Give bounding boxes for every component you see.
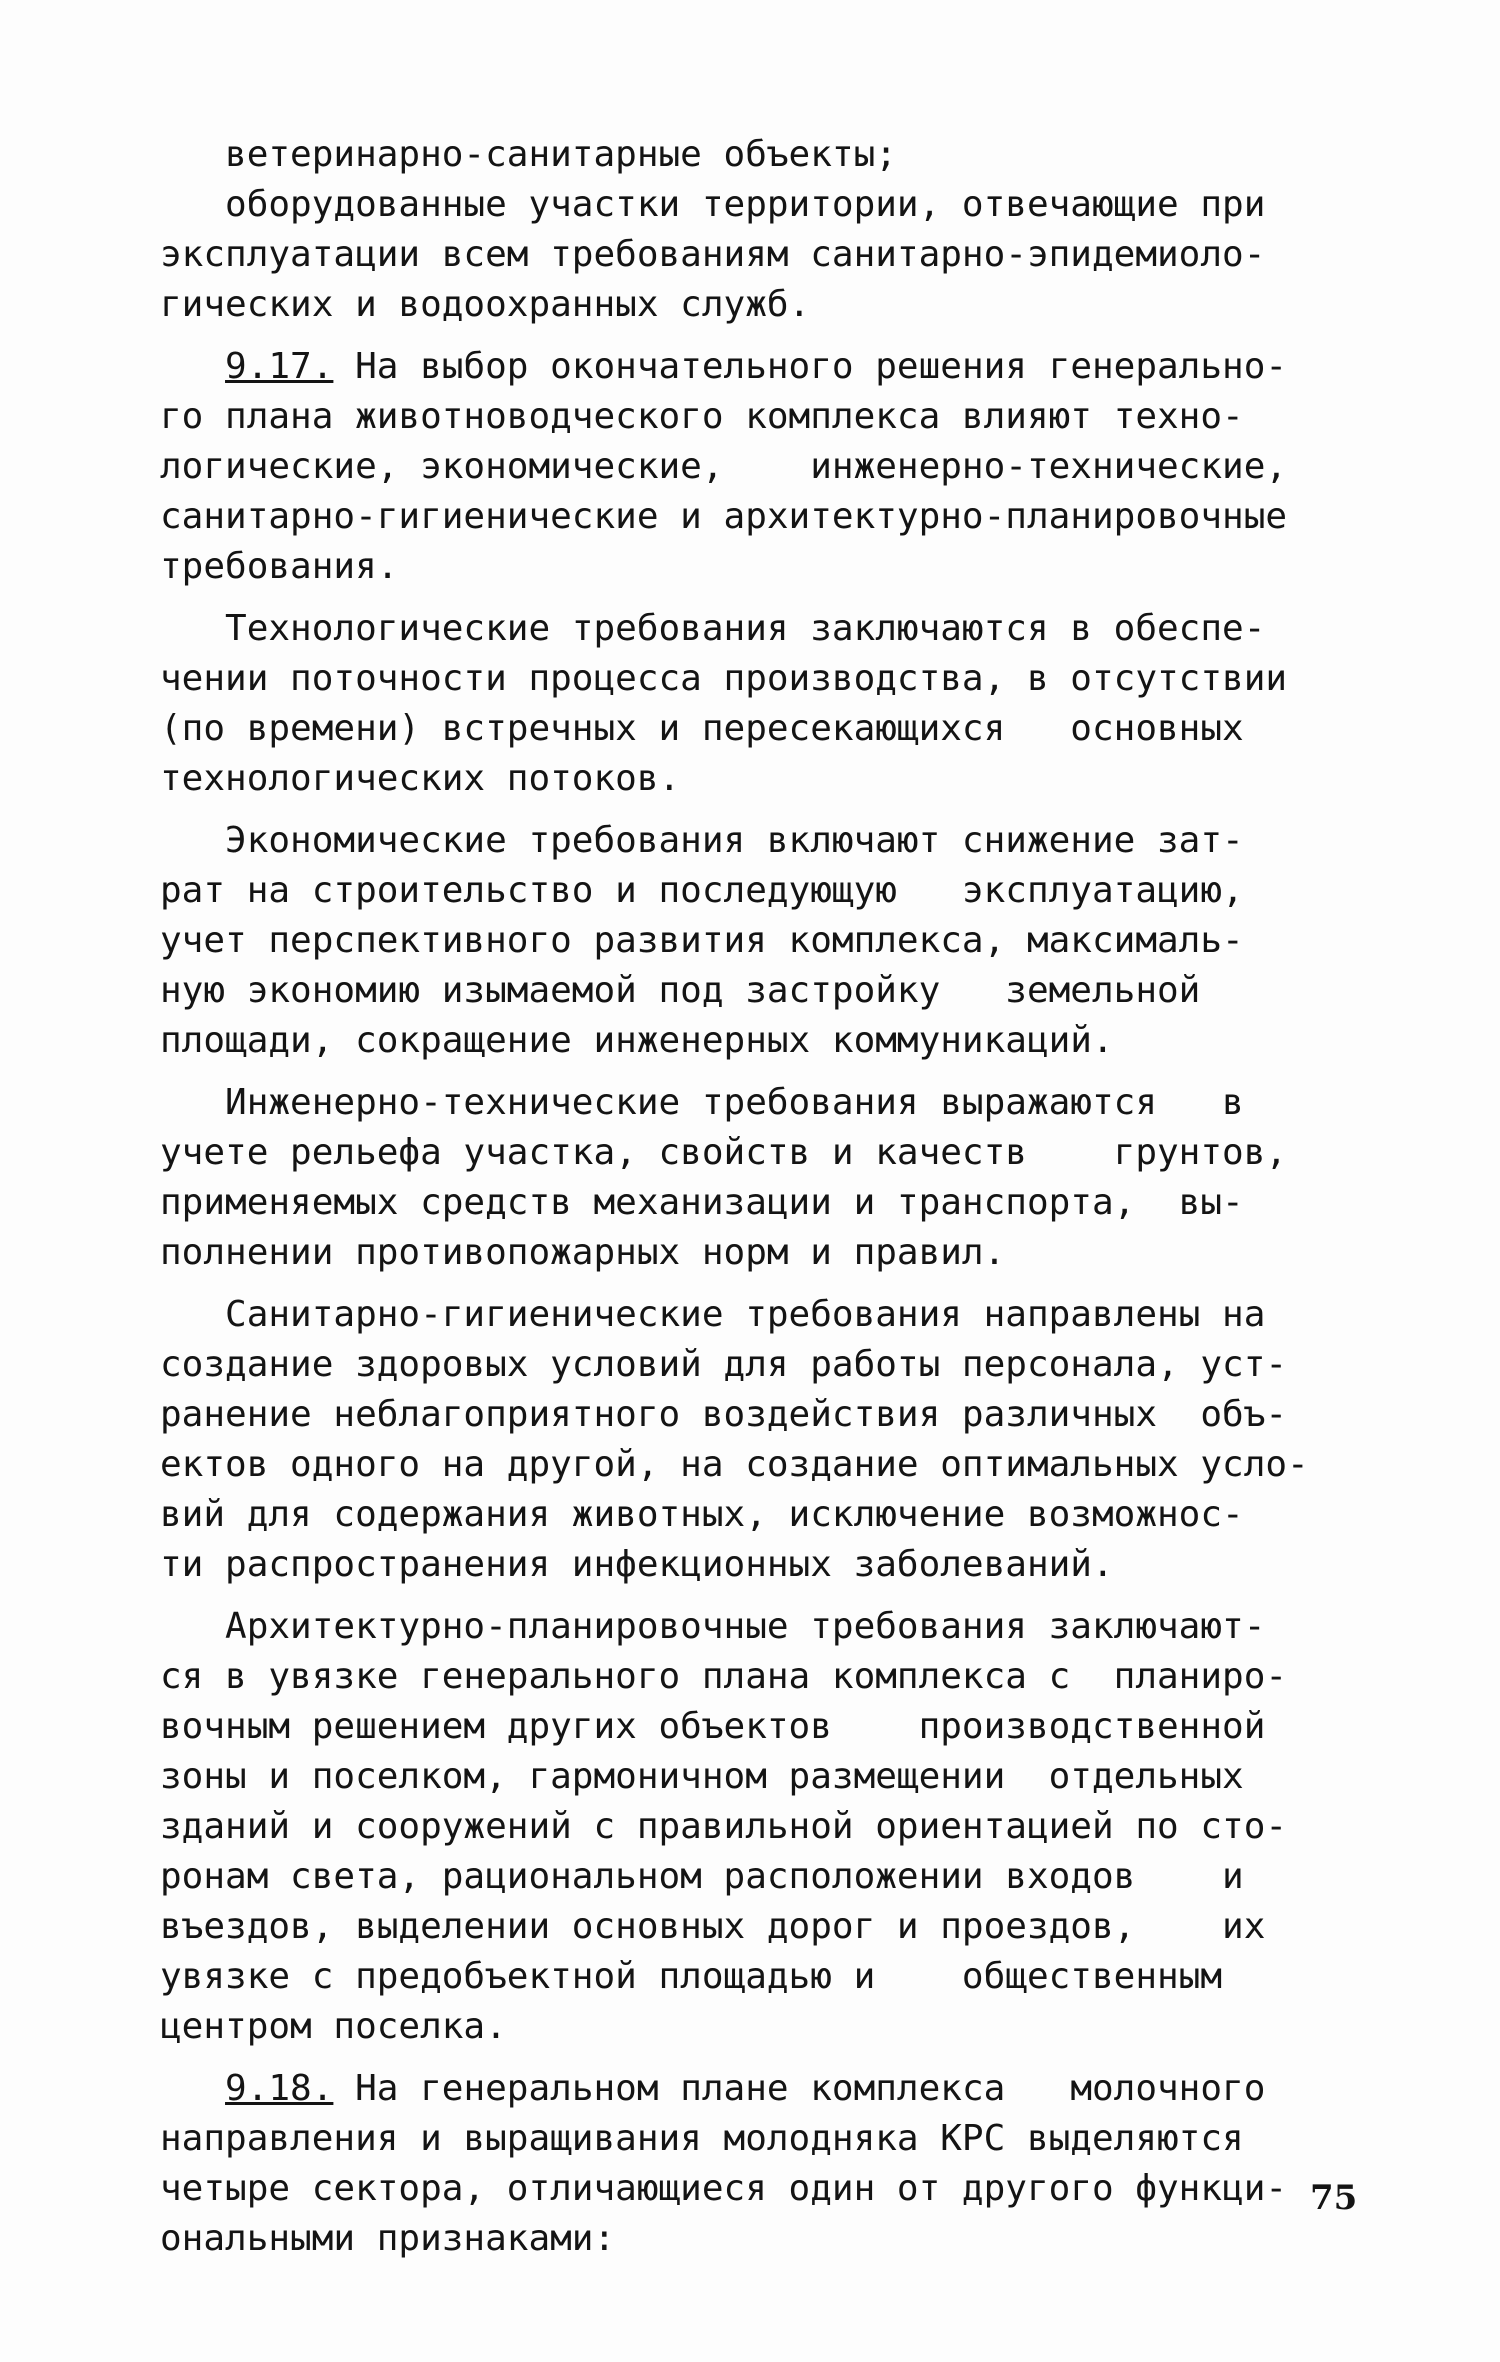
paragraph [160,1602,1360,2052]
text-line: ранение неблагоприятного воздействия различных объ- [160,1394,1288,1435]
paragraph-9-17 [160,342,1360,592]
text-line: Инженерно-технические требования выражаются в [160,1082,1244,1123]
text-fragment: На выбор окончательного решения генерально- [333,346,1288,387]
text-line: санитарно-гигиенические и архитектурно-планировочные [160,496,1288,537]
text-line: (по времени) встречных и пересекающихся основных [160,708,1244,749]
text-line: Технологические требования заключаются в обеспе- [160,608,1266,649]
text-line: ся в увязке генерального плана комплекса с планиро- [160,1656,1288,1697]
text-line: рат на строительство и последующую эксплуатацию, [160,870,1244,911]
text-line: четыре сектора, отличающиеся один от другого функци- [160,2168,1288,2209]
text-line: направления и выращивания молодняка КРС выделяются [160,2118,1244,2159]
text-line: ную экономию изымаемой под застройку земельной [160,970,1201,1011]
page-number: 75 [1310,2178,1358,2218]
text-line: вий для содержания животных, исключение возможнос- [160,1494,1244,1535]
paragraph [160,130,1360,330]
text-line: требования. [160,546,399,587]
text-line: вочным решением других объектов производственной [160,1706,1266,1747]
text-line: полнении противопожарных норм и правил. [160,1232,1006,1273]
text-line: применяемых средств механизации и транспорта, вы- [160,1182,1244,1223]
section-number: 9.18. [225,2068,334,2109]
text-line: ветеринарно-санитарные объекты; [160,134,897,175]
text-fragment: На генеральном плане комплекса молочного [333,2068,1266,2109]
body-text [160,130,1360,2264]
text-line: площади, сокращение инженерных коммуникаций. [160,1020,1114,1061]
text-line: ональными признаками: [160,2218,616,2259]
text-line: Архитектурно-планировочные требования заключают- [160,1606,1266,1647]
text-line: ронам света, рациональном расположении входов и [160,1856,1244,1897]
text-line: зданий и сооружений с правильной ориентацией по сто- [160,1806,1288,1847]
paragraph [160,816,1360,1066]
text-line: Санитарно-гигиенические требования направлены на [160,1294,1266,1335]
text-line: технологических потоков. [160,758,681,799]
text-line: увязке с предобъектной площадью и общественным [160,1956,1223,1997]
text-line: эксплуатации всем требованиям санитарно-эпидемиоло- [160,234,1266,275]
paragraph-9-18 [160,2064,1360,2264]
text-line: логические, экономические, инженерно-технические, [160,446,1288,487]
section-number: 9.17. [225,346,334,387]
text-line: Экономические требования включают снижение зат- [160,820,1244,861]
text-line [160,342,1360,392]
text-line: гических и водоохранных служб. [160,284,811,325]
text-line: оборудованные участки территории, отвечающие при [160,184,1266,225]
paragraph [160,604,1360,804]
text-line: въездов, выделении основных дорог и проездов, их [160,1906,1266,1947]
text-line: ти распространения инфекционных заболеваний. [160,1544,1114,1585]
text-line: центром поселка. [160,2006,507,2047]
text-line: создание здоровых условий для работы персонала, уст- [160,1344,1288,1385]
paragraph [160,1078,1360,1278]
text-line: зоны и поселком, гармоничном размещении отдельных [160,1756,1244,1797]
text-line: учет перспективного развития комплекса, максималь- [160,920,1244,961]
paragraph [160,1290,1360,1590]
text-line: чении поточности процесса производства, в отсутствии [160,658,1288,699]
text-line [160,2064,1360,2114]
text-line: го плана животноводческого комплекса влияют техно- [160,396,1244,437]
text-line: учете рельефа участка, свойств и качеств грунтов, [160,1132,1288,1173]
text-line: ектов одного на другой, на создание оптимальных усло- [160,1444,1309,1485]
